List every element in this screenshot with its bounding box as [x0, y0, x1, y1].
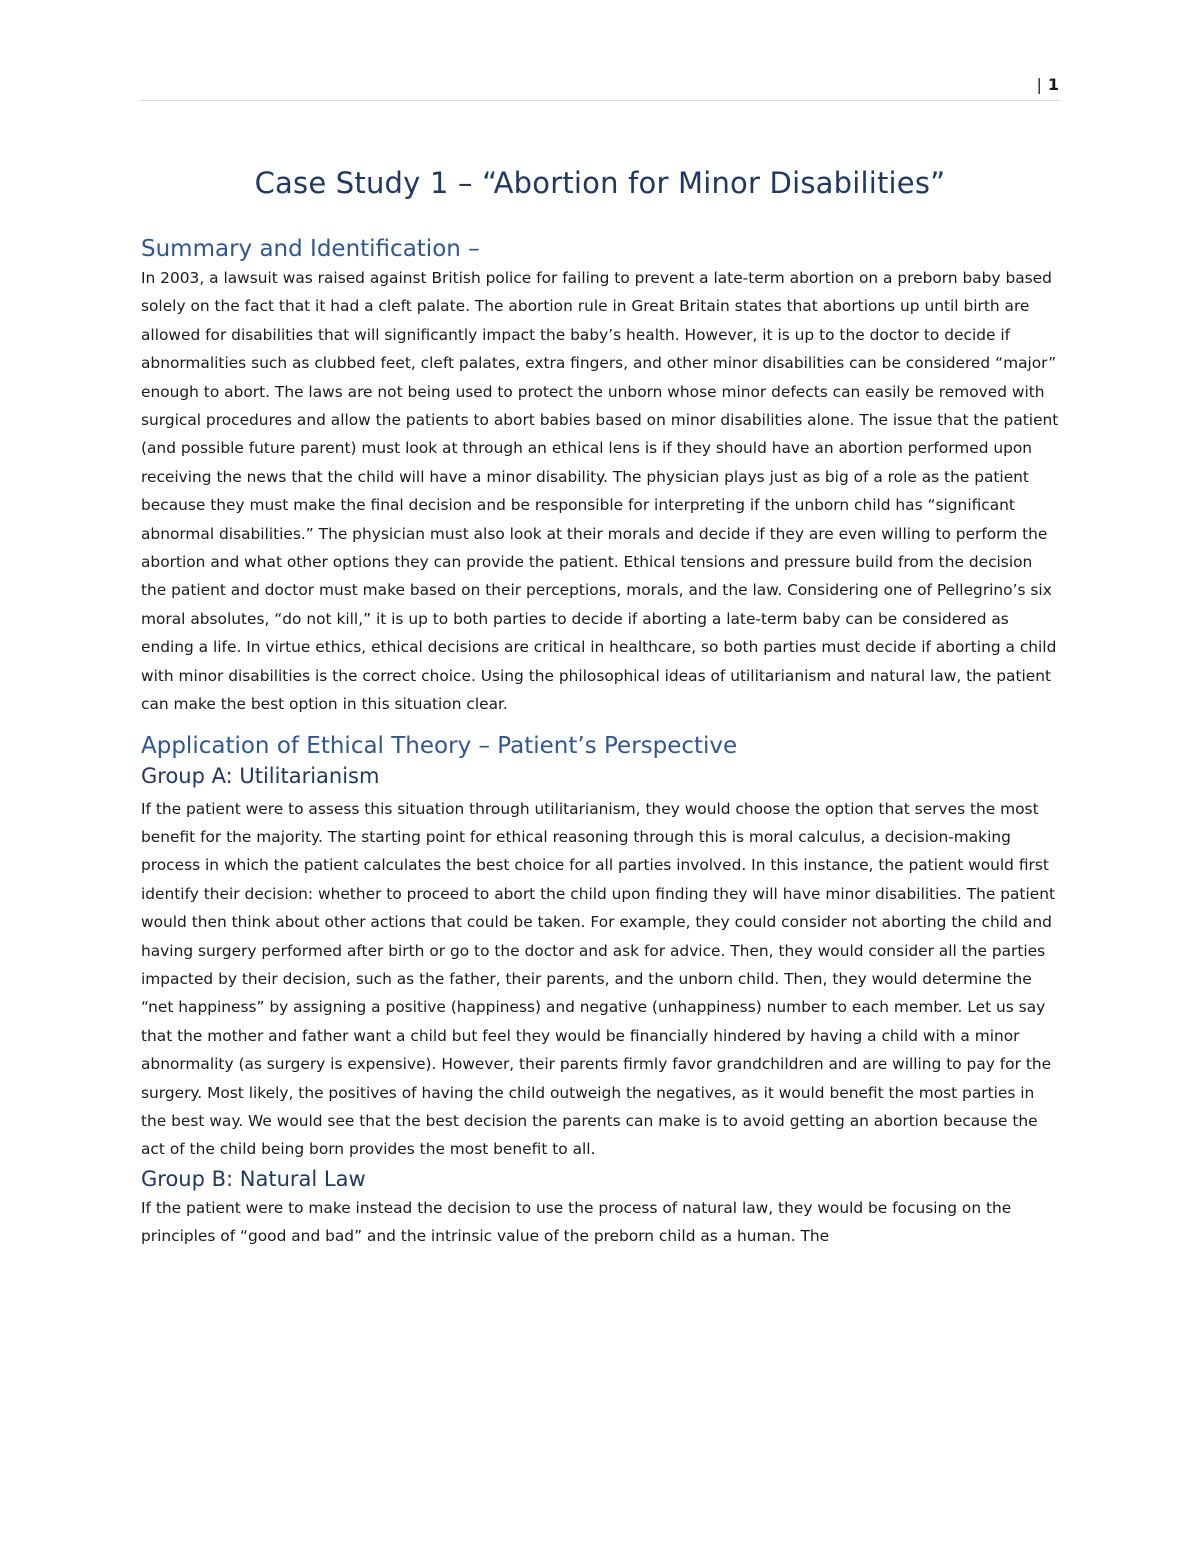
section-heading-application: Application of Ethical Theory – Patient’s Perspective: [141, 732, 738, 759]
document-body: [141, 160, 1059, 1251]
document-title: Case Study 1 – “Abortion for Minor Disabilities”: [254, 166, 946, 200]
subsection-body-natural-law: If the patient were to make instead the decision to use the process of natural law, they would be focusing on the principles of “good and bad” and the intrinsic value of the preborn child as a human. The: [141, 1198, 1012, 1246]
subsection-body-utilitarianism: If the patient were to assess this situation through utilitarianism, they would choose the option that serves the most benefit for the majority. The starting point for ethical reasoning through this is moral calculus, a decision-making process in which the patient calculates the best choice for all parties involved. In this instance, the patient would first identify their decision: whether to proceed to abort the child upon finding they will have minor disabilities. The patient would then think about other actions that could be taken. For example, they could consider not aborting the child and having surgery performed after birth or go to the doctor and ask for advice. Then, they would consider all the parties impacted by their decision, such as the father, their parents, and the unborn child. Then, they would determine the “net happiness” by assigning a positive (happiness) and negative (unhappiness) number to each member. Let us say that the mother and father want a child but feel they would be financially hindered by having a child with a minor abnormality (as surgery is expensive). However, their parents firmly favor grandchildren and are willing to pay for the surgery. Most likely, the positives of having the child outweigh the negatives, as it would benefit the most parties in the best way. We would see that the best decision the parents can make is to avoid getting an abortion because the act of the child being born provides the most benefit to all.: [141, 799, 1055, 1159]
page-header: [141, 74, 1059, 101]
header-separator: |: [1036, 75, 1042, 94]
subsection-heading-natural-law: Group B: Natural Law: [141, 1166, 366, 1191]
section-heading-summary: Summary and Identification –: [141, 236, 480, 262]
spacer: [141, 719, 1059, 731]
page-number-block: [1036, 74, 1059, 96]
section-body-summary: In 2003, a lawsuit was raised against British police for failing to prevent a late-term abortion on a preborn baby based solely on the fact that it had a cleft palate. The abortion rule in Great Britain states that abortions up until birth are allowed for disabilities that will significantly impact the baby’s health. However, it is up to the doctor to decide if abnormalities such as clubbed feet, cleft palates, extra fingers, and other minor disabilities can be considered “major” enough to abort. The laws are not being used to protect the unborn whose minor defects can easily be removed with surgical procedures and allow the patients to abort babies based on minor disabilities alone. The issue that the patient (and possible future parent) must look at through an ethical lens is if they should have an abortion performed upon receiving the news that the child will have a minor disability. The physician plays just as big of a role as the patient because they must make the final decision and be responsible for interpreting if the unborn child has “significant abnormal disabilities.” The physician must also look at their morals and decide if they are even willing to perform the abortion and what other options they can provide the patient. Ethical tensions and pressure build from the decision the patient and doctor must make based on their perceptions, morals, and the law. Considering one of Pellegrino’s six moral absolutes, “do not kill,” it is up to both parties to decide if aborting a late-term baby can be considered as ending a life. In virtue ethics, ethical decisions are critical in healthcare, so both parties must decide if aborting a child with minor disabilities is the correct choice. Using the philosophical ideas of utilitarianism and natural law, the patient can make the best option in this situation clear.: [141, 269, 1059, 714]
subsection-heading-utilitarianism: Group A: Utilitarianism: [141, 763, 380, 788]
page-number: 1: [1047, 75, 1059, 94]
